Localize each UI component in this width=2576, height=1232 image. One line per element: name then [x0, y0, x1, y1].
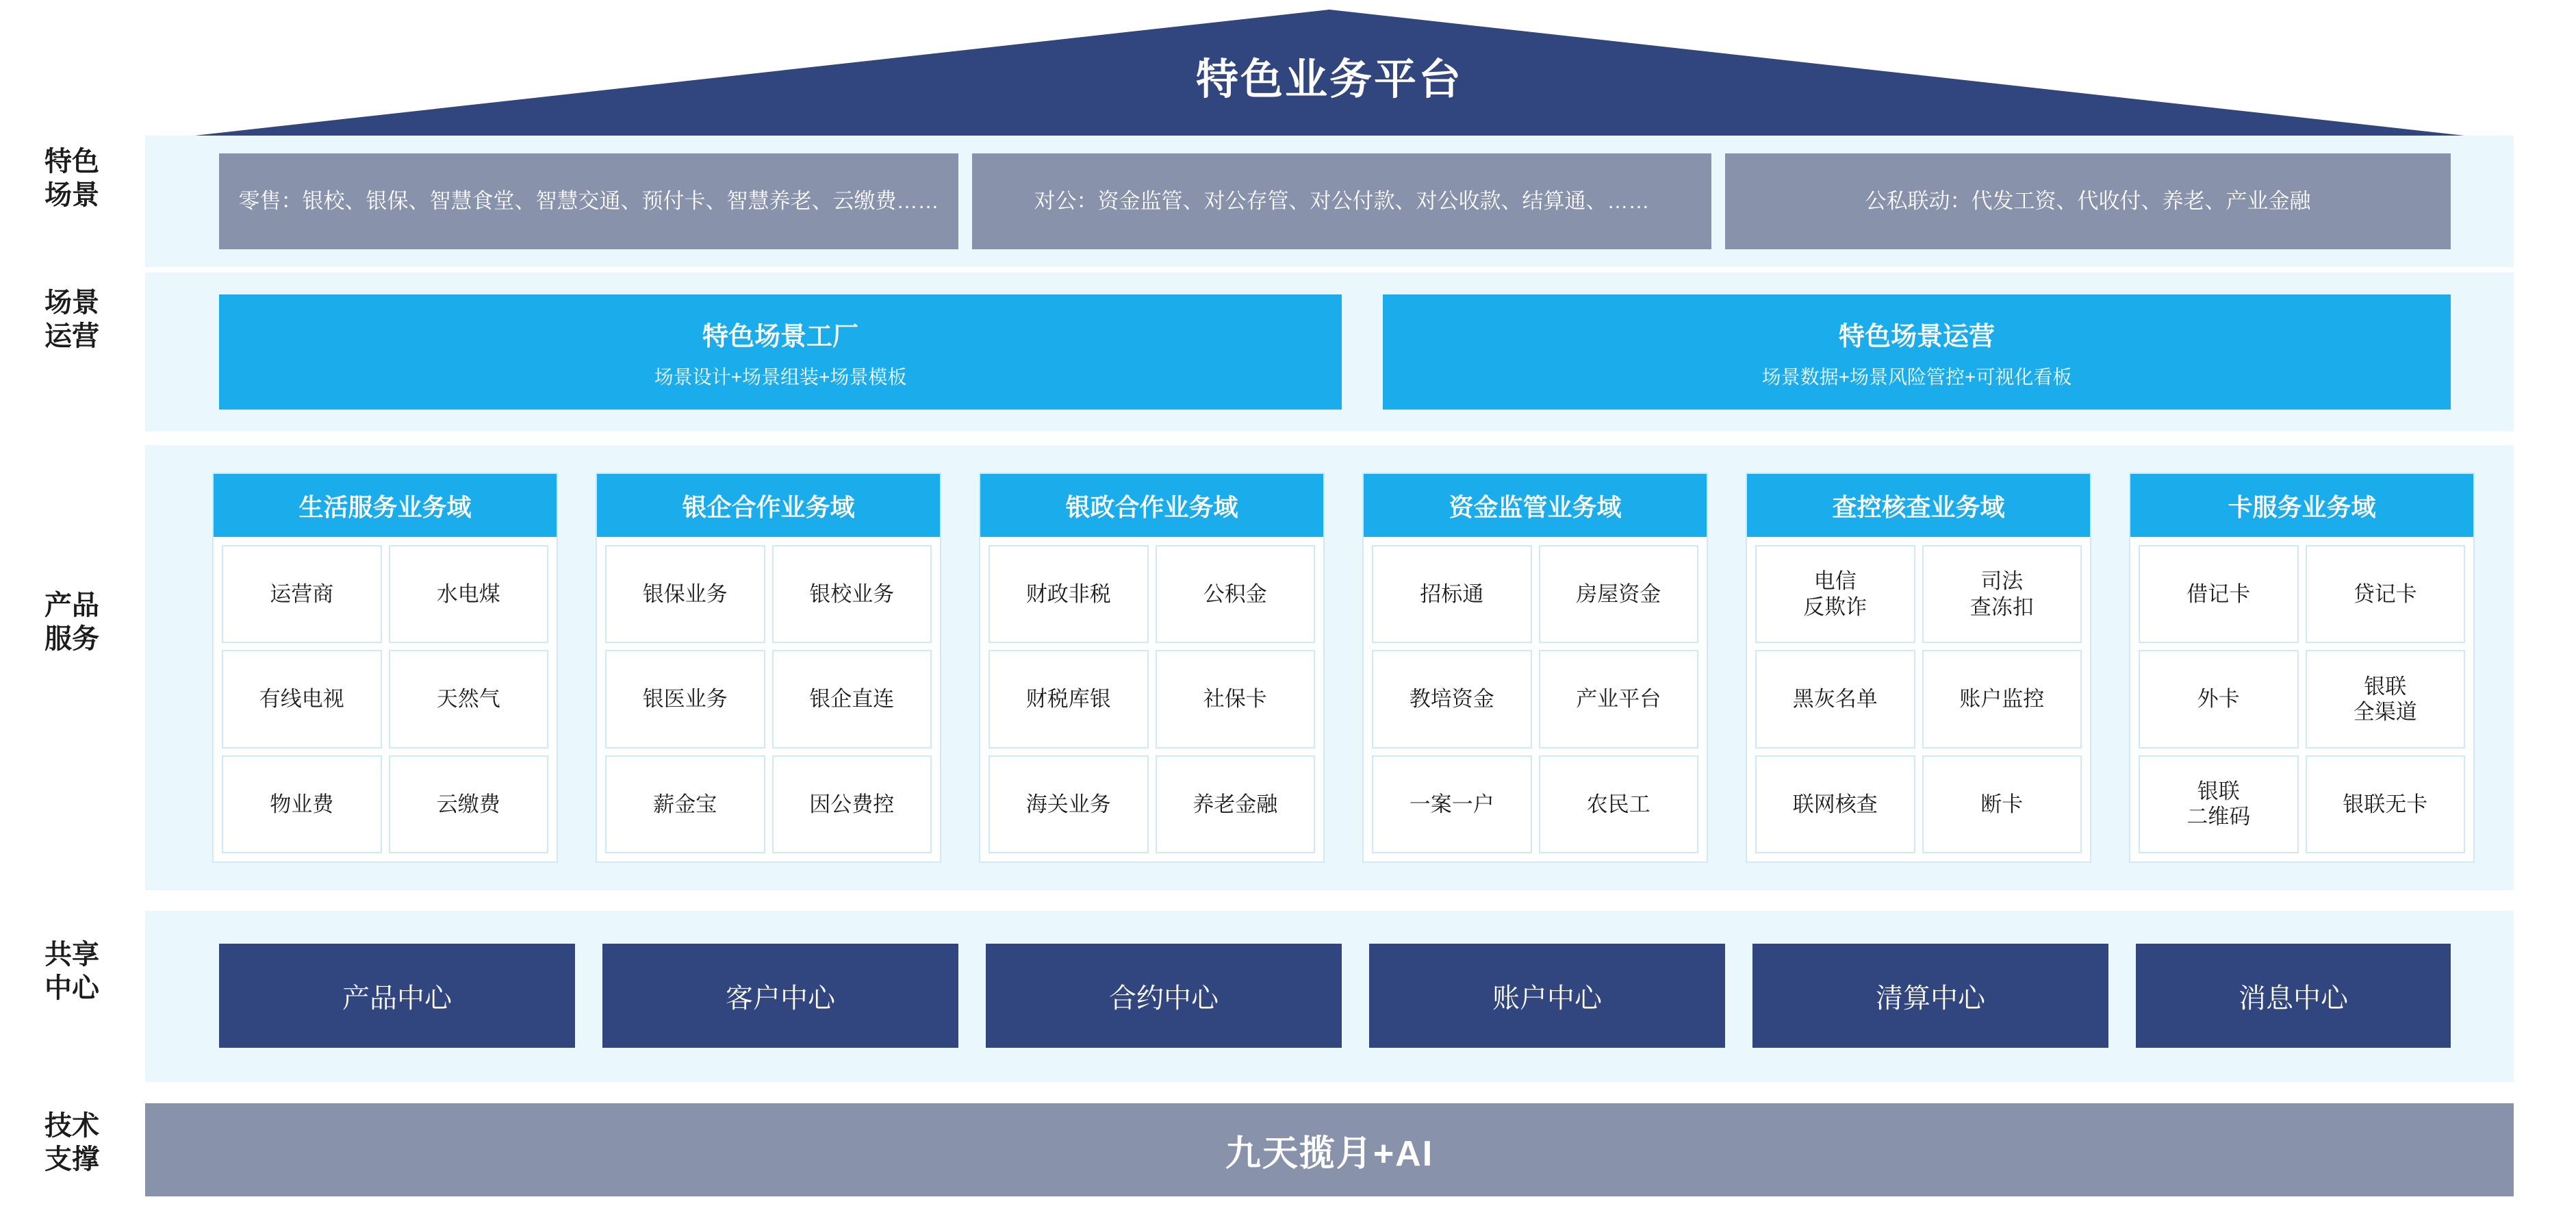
operation-scenario-factory-title: 特色场景工厂	[702, 322, 858, 351]
operation-scenario-factory-subtitle: 场景设计+场景组装+场景模板	[654, 366, 907, 388]
operation-scenario-factory[interactable]	[219, 294, 1342, 410]
domain-card-service[interactable]	[2129, 473, 2475, 863]
domain-cell[interactable]: 外卡	[2139, 650, 2299, 748]
domain-cell[interactable]: 银联无卡	[2306, 755, 2466, 853]
domain-cell[interactable]: 运营商	[222, 545, 382, 643]
domain-cell[interactable]: 农民工	[1539, 755, 1699, 853]
domain-cell[interactable]: 薪金宝	[605, 755, 765, 853]
domain-bank-government-grid	[980, 537, 1323, 862]
shared-center-band	[145, 911, 2514, 1082]
domain-cell[interactable]: 司法 查冻扣	[1922, 545, 2082, 643]
domain-bank-enterprise[interactable]	[596, 473, 941, 863]
domain-life-service-title: 生活服务业务域	[214, 474, 557, 537]
domain-life-service[interactable]	[212, 473, 558, 863]
domain-cell[interactable]: 黑灰名单	[1755, 650, 1915, 748]
domain-cell[interactable]: 云缴费	[389, 755, 549, 853]
scenario-corporate[interactable]: 对公：资金监管、对公存管、对公付款、对公收款、结算通、……	[972, 153, 1711, 249]
domain-investigation[interactable]	[1746, 473, 2091, 863]
scenario-band	[145, 136, 2514, 267]
domain-cell[interactable]: 财税库银	[989, 650, 1149, 748]
domain-life-service-grid	[214, 537, 557, 862]
domain-cell[interactable]: 海关业务	[989, 755, 1149, 853]
domain-cell[interactable]: 银医业务	[605, 650, 765, 748]
domain-bank-enterprise-title: 银企合作业务域	[597, 474, 940, 537]
shared-center-contract[interactable]: 合约中心	[986, 944, 1342, 1048]
row-label-products: 产品 服务	[44, 590, 99, 654]
operation-band	[145, 273, 2514, 431]
domain-fund-supervision-grid	[1364, 537, 1707, 862]
domain-cell[interactable]: 有线电视	[222, 650, 382, 748]
domain-cell[interactable]: 天然气	[389, 650, 549, 748]
domain-cell[interactable]: 财政非税	[989, 545, 1149, 643]
domain-cell[interactable]: 联网核查	[1755, 755, 1915, 853]
domain-bank-government-title: 银政合作业务域	[980, 474, 1323, 537]
scenario-retail[interactable]: 零售：银校、银保、智慧食堂、智慧交通、预付卡、智慧养老、云缴费……	[219, 153, 958, 249]
row-label-shared-center: 共享 中心	[44, 940, 99, 1003]
domain-cell[interactable]: 物业费	[222, 755, 382, 853]
domain-cell[interactable]: 银联 二维码	[2139, 755, 2299, 853]
domain-cell[interactable]: 一案一户	[1372, 755, 1532, 853]
row-label-operations: 场景 运营	[44, 288, 99, 351]
domain-cell[interactable]: 银保业务	[605, 545, 765, 643]
domain-cell[interactable]: 社保卡	[1156, 650, 1316, 748]
domain-cell[interactable]: 水电煤	[389, 545, 549, 643]
shared-center-account[interactable]: 账户中心	[1369, 944, 1725, 1048]
domain-investigation-grid	[1747, 537, 2090, 862]
operation-scenario-operation-title: 特色场景运营	[1838, 322, 1995, 351]
domain-cell[interactable]: 因公费控	[772, 755, 932, 853]
domain-cell[interactable]: 产业平台	[1539, 650, 1699, 748]
domain-cell[interactable]: 贷记卡	[2306, 545, 2466, 643]
domain-bank-government[interactable]	[979, 473, 1325, 863]
shared-center-product[interactable]: 产品中心	[219, 944, 575, 1048]
domain-card-service-title: 卡服务业务域	[2130, 474, 2473, 537]
platform-roof	[145, 10, 2514, 141]
row-label-scenarios: 特色 场景	[44, 147, 99, 210]
domain-card-service-grid	[2130, 537, 2473, 862]
operation-scenario-operation[interactable]	[1383, 294, 2451, 410]
operation-scenario-operation-subtitle: 场景数据+场景风险管控+可视化看板	[1761, 366, 2072, 388]
page-title: 特色业务平台	[1195, 56, 1463, 103]
domain-cell[interactable]: 电信 反欺诈	[1755, 545, 1915, 643]
tech-support-bar[interactable]: 九天揽月+AI	[145, 1103, 2514, 1196]
shared-center-clearing[interactable]: 清算中心	[1752, 944, 2108, 1048]
shared-center-customer[interactable]: 客户中心	[602, 944, 958, 1048]
domain-cell[interactable]: 断卡	[1922, 755, 2082, 853]
domain-cell[interactable]: 招标通	[1372, 545, 1532, 643]
row-label-tech-support: 技术 支撑	[44, 1111, 99, 1174]
domain-investigation-title: 查控核查业务域	[1747, 474, 2090, 537]
domain-cell[interactable]: 账户监控	[1922, 650, 2082, 748]
domain-cell[interactable]: 房屋资金	[1539, 545, 1699, 643]
domain-cell[interactable]: 银企直连	[772, 650, 932, 748]
domain-cell[interactable]: 借记卡	[2139, 545, 2299, 643]
scenario-linkage[interactable]: 公私联动：代发工资、代收付、养老、产业金融	[1725, 153, 2451, 249]
domain-fund-supervision[interactable]	[1362, 473, 1708, 863]
domain-cell[interactable]: 教培资金	[1372, 650, 1532, 748]
shared-center-message[interactable]: 消息中心	[2136, 944, 2451, 1048]
domain-cell[interactable]: 银联 全渠道	[2306, 650, 2466, 748]
domain-fund-supervision-title: 资金监管业务域	[1364, 474, 1707, 537]
domain-bank-enterprise-grid	[597, 537, 940, 862]
domain-cell[interactable]: 公积金	[1156, 545, 1316, 643]
domain-cell[interactable]: 养老金融	[1156, 755, 1316, 853]
domain-cell[interactable]: 银校业务	[772, 545, 932, 643]
